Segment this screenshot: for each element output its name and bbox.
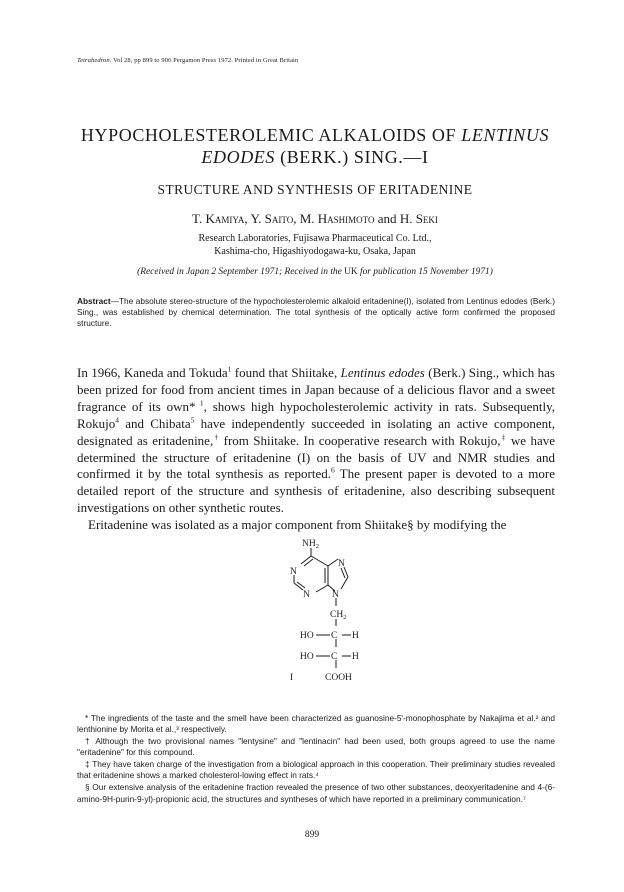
text-run: found that Shiitake,	[231, 365, 341, 380]
label-cooh: COOH	[325, 673, 352, 683]
ref-marker: 1	[195, 398, 204, 408]
author-seki: H. Seki	[399, 211, 438, 226]
text-run: and Chibata	[119, 415, 191, 431]
authors	[60, 211, 570, 227]
received-dates	[60, 267, 570, 277]
text-run: have independently succeeded in isolating an active component, designated as eritadenine,	[77, 415, 555, 448]
label-n1: N	[290, 567, 297, 577]
text-run: (Berk.) Sing., which has been prized for food from ancient times in Japan because of a delicious flavor and a sweet fragrance of its own*	[77, 365, 555, 414]
compound-label: I	[290, 673, 294, 683]
ref-marker: †	[213, 432, 220, 442]
body-text	[77, 365, 555, 534]
text-run: In 1966, Kaneda and Tokuda	[77, 365, 228, 380]
bond-c8-n9	[341, 577, 348, 589]
affiliation-line-1: Research Laboratories, Fujisawa Pharmaceutical Co. Ltd.,	[198, 233, 432, 244]
text-run: we have determined the structure of eritadenine (I) on the basis of UV and NMR studies and confirmed it by the total synthesis as reported.	[77, 432, 556, 482]
bond-c6-n1	[301, 556, 311, 564]
citation-details: Vol 28, pp 899 to 906 Pergamon Press 1972. Printed in Great Britain	[113, 57, 299, 64]
paper-title-line-2	[60, 146, 570, 168]
abstract-text: —The absolute stereo-structure of the hypocholesterolemic alkaloid eritadenine(I), isolated from Lentinus edodes (Berk.) Sing., was established by chemical determination. The total synthesis of the optically active form confirmed the proposed structure.	[77, 296, 555, 329]
received-uk-date: for publication 15 November 1971)	[357, 267, 493, 277]
text-run: , shows high hypocholesterolemic activity in rats. Subsequently, Rokujo	[77, 398, 555, 431]
title-text-2: (BERK.) SING.—I	[275, 147, 429, 167]
bond-c5-n7	[328, 559, 338, 566]
journal-name: Tetrahedron.	[77, 57, 112, 64]
label-n3: N	[303, 590, 310, 600]
bond-n7-c8-double	[341, 568, 345, 578]
species-name: Lentinus edodes	[340, 365, 425, 380]
structure-drawing	[240, 533, 420, 698]
text-run: The present paper is devoted to a more detailed report of the structure and synthesis of eritadenine, also describing subsequent investigations on other synthetic routes.	[77, 466, 555, 516]
paper-title-line-1	[60, 124, 570, 146]
chemical-structure-eritadenine	[240, 533, 420, 698]
footnote-section: § Our extensive analysis of the eritadenine fraction revealed the presence of two other substances, deoxyeritadenine and 4-(6-amino-9H-purin-9-yl)-propionic acid, the structures and syntheses of which have reported in a preliminary communication.⁷	[77, 782, 555, 804]
footnote-double-dagger: ‡ They have taken charge of the investigation from a biological approach in this cooperation. Their preliminary studies revealed that eritadenine shows a marked cholesterol-lowing effect in rats.⁴	[77, 759, 555, 781]
author-saito: Y. Saito,	[250, 211, 297, 226]
title-text: HYPOCHOLESTEROLEMIC ALKALOIDS OF	[80, 125, 462, 145]
label-c-1: C	[331, 631, 338, 641]
ref-marker: 1	[227, 364, 232, 374]
label-h-2: H	[352, 652, 359, 662]
bond-c6-c5	[311, 556, 328, 566]
text-run: from Shiitake. In cooperative research with Rokujo,	[219, 432, 501, 448]
label-n9: N	[332, 590, 339, 600]
author-kamiya: T. Kamiya,	[192, 211, 248, 226]
footnotes	[77, 713, 555, 805]
title-genus: LENTINUS	[461, 125, 550, 145]
footnote-dagger: † Although the two provisional names "lentysine" and "lentinacin" had been used, both groups agreed to use the name "eritadenine" for this compound.	[77, 736, 555, 758]
author-hashimoto: M. Hashimoto	[299, 211, 375, 226]
footnote-asterisk: * The ingredients of the taste and the smell have been characterized as guanosine-5'-monophosphate by Nakajima et al.² and lenthionine by Morita et al.,³ respectively.	[77, 713, 555, 735]
label-n7: N	[338, 559, 345, 569]
received-japan: (Received in Japan 2 September 1971;	[137, 267, 283, 277]
title-species: EDODES	[201, 147, 275, 167]
label-c-2: C	[331, 652, 338, 662]
label-h-1: H	[352, 631, 359, 641]
paper-subtitle: STRUCTURE AND SYNTHESIS OF ERITADENINE	[157, 182, 473, 197]
received-uk-prefix: Received in the	[282, 267, 345, 277]
received-uk: UK	[344, 267, 358, 277]
abstract	[77, 296, 555, 330]
affiliation-line-2: Kashima-cho, Higashiyodogawa-ku, Osaka, Japan	[214, 246, 416, 257]
body-paragraph-1	[77, 365, 555, 517]
label-ho-1: HO	[300, 631, 314, 641]
title-block	[60, 124, 570, 198]
body-paragraph-2: Eritadenine was isolated as a major component from Shiitake§ by modifying the	[88, 517, 507, 533]
bond-c2-n3	[294, 583, 303, 590]
label-ho-2: HO	[300, 652, 314, 662]
bond-c2-n3-double	[297, 582, 305, 588]
ref-marker: 5	[190, 415, 195, 425]
page-number: 899	[304, 830, 320, 840]
ref-marker: ‡	[500, 432, 507, 442]
ref-marker: 4	[115, 415, 120, 425]
label-ch2: $CH_2$	[330, 610, 347, 621]
affiliation	[60, 232, 570, 258]
abstract-label: Abstract	[77, 296, 111, 306]
journal-citation	[77, 57, 298, 64]
bond-c4-n3	[316, 585, 328, 592]
ref-marker: 6	[330, 466, 335, 476]
author-and: and	[377, 211, 397, 226]
label-nh2: $NH_2$	[302, 539, 319, 550]
